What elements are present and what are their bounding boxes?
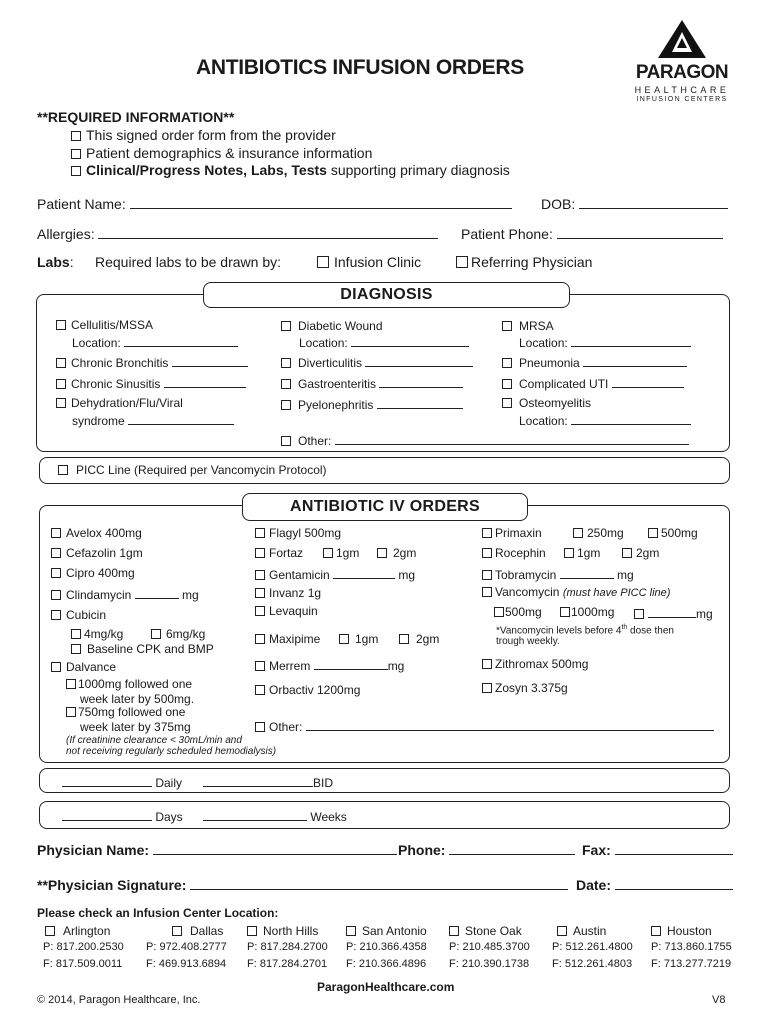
dalvance-750-text: week later by 375mg bbox=[80, 720, 191, 734]
patient-name-field[interactable]: Patient Name: bbox=[37, 196, 512, 212]
center-phone: P: 210.485.3700 bbox=[449, 941, 530, 953]
checkbox[interactable] bbox=[557, 926, 567, 936]
checkbox[interactable] bbox=[45, 926, 55, 936]
checkbox[interactable] bbox=[482, 570, 492, 580]
dalvance-note-1: (If creatinine clearance < 30mL/min and bbox=[66, 735, 242, 746]
checkbox[interactable] bbox=[648, 528, 658, 538]
order-gentamicin[interactable]: Gentamicin mg bbox=[255, 566, 415, 582]
diverticulitis-line[interactable] bbox=[365, 354, 473, 367]
order-levaquin[interactable]: Levaquin bbox=[255, 604, 318, 618]
patient-phone-line[interactable] bbox=[557, 226, 723, 239]
checkbox[interactable] bbox=[56, 398, 66, 408]
center-fax: F: 210.366.4896 bbox=[346, 958, 427, 970]
location-line[interactable] bbox=[124, 334, 238, 347]
labs-label: Labs: bbox=[37, 254, 74, 270]
diagnosis-heading: DIAGNOSIS bbox=[203, 282, 570, 308]
order-orbactiv[interactable]: Orbactiv 1200mg bbox=[255, 683, 360, 697]
dx-bronchitis[interactable]: Chronic Bronchitis bbox=[56, 354, 248, 370]
checkbox[interactable] bbox=[255, 661, 265, 671]
checkbox[interactable] bbox=[456, 256, 468, 268]
center-fax: F: 817.284.2701 bbox=[247, 958, 328, 970]
bid-field[interactable]: BID bbox=[203, 774, 333, 790]
centers-heading: Please check an Infusion Center Location: bbox=[37, 906, 279, 920]
checkbox[interactable] bbox=[281, 321, 291, 331]
checkbox[interactable] bbox=[482, 587, 492, 597]
dx-cellulitis[interactable]: Cellulitis/MSSA bbox=[56, 318, 153, 332]
checkbox[interactable] bbox=[51, 590, 61, 600]
dehydration-line[interactable] bbox=[128, 412, 234, 425]
gastro-line[interactable] bbox=[379, 375, 463, 388]
checkbox[interactable] bbox=[634, 609, 644, 619]
checkbox[interactable] bbox=[51, 568, 61, 578]
center-fax: F: 512.261.4803 bbox=[552, 958, 633, 970]
weeks-line[interactable] bbox=[203, 808, 307, 821]
center-option[interactable]: San Antonio bbox=[346, 924, 427, 938]
order-zosyn[interactable]: Zosyn 3.375g bbox=[482, 681, 568, 695]
dalvance-note-2: not receiving regularly scheduled hemodialysis) bbox=[66, 746, 277, 757]
dob-line[interactable] bbox=[579, 196, 728, 209]
logo-sub1: HEALTHCARE bbox=[634, 85, 730, 95]
checkbox[interactable] bbox=[56, 320, 66, 330]
checkbox[interactable] bbox=[247, 926, 257, 936]
clindamycin-line[interactable] bbox=[135, 586, 179, 599]
center-option[interactable]: Dallas bbox=[172, 924, 223, 938]
center-phone: P: 817.200.2530 bbox=[43, 941, 124, 953]
checkbox[interactable] bbox=[255, 570, 265, 580]
order-other[interactable]: Other: bbox=[255, 718, 714, 734]
checkbox[interactable] bbox=[56, 379, 66, 389]
order-vanc-1000[interactable]: 1000mg bbox=[560, 605, 614, 619]
physician-fax-line[interactable] bbox=[615, 842, 733, 855]
dalvance-1000-text: week later by 500mg. bbox=[80, 692, 195, 706]
order-rocephin[interactable]: Rocephin bbox=[482, 546, 546, 560]
checkbox[interactable] bbox=[58, 465, 68, 475]
center-phone: P: 713.860.1755 bbox=[651, 941, 732, 953]
location-line[interactable] bbox=[571, 412, 691, 425]
pyelo-line[interactable] bbox=[377, 396, 463, 409]
checkbox[interactable] bbox=[255, 685, 265, 695]
signature-line[interactable] bbox=[190, 877, 568, 890]
checkbox[interactable] bbox=[255, 722, 265, 732]
dx-pneumonia[interactable]: Pneumonia bbox=[502, 354, 687, 370]
center-fax: F: 817.509.0011 bbox=[43, 958, 123, 970]
order-cefazolin[interactable]: Cefazolin 1gm bbox=[51, 546, 143, 560]
center-fax: F: 469.913.6894 bbox=[146, 958, 227, 970]
checkbox[interactable] bbox=[281, 400, 291, 410]
dx-other[interactable]: Other: bbox=[281, 432, 689, 448]
dx-uti[interactable]: Complicated UTI bbox=[502, 375, 684, 391]
dx-osteo-location[interactable]: Location: bbox=[519, 412, 691, 428]
allergies-line[interactable] bbox=[98, 226, 438, 239]
checkbox[interactable] bbox=[71, 644, 81, 654]
checkbox[interactable] bbox=[51, 662, 61, 672]
checkbox[interactable] bbox=[449, 926, 459, 936]
order-cubicin[interactable]: Cubicin bbox=[51, 608, 106, 622]
center-phone: P: 972.408.2777 bbox=[146, 941, 227, 953]
required-heading: **REQUIRED INFORMATION** bbox=[37, 109, 235, 125]
picc-line-option[interactable]: PICC Line (Required per Vancomycin Protocol) bbox=[58, 463, 327, 477]
center-option[interactable]: Houston bbox=[651, 924, 712, 938]
dx-mrsa[interactable]: MRSA bbox=[502, 319, 554, 333]
dx-diabetic-location[interactable]: Location: bbox=[299, 334, 469, 350]
checkbox[interactable] bbox=[560, 607, 570, 617]
order-cubicin-6[interactable]: 6mg/kg bbox=[151, 627, 205, 641]
order-cubicin-4[interactable]: 4mg/kg bbox=[71, 627, 123, 641]
website: ParagonHealthcare.com bbox=[317, 980, 455, 994]
checkbox[interactable] bbox=[323, 548, 333, 558]
checkbox[interactable] bbox=[71, 149, 81, 159]
order-fortaz-2gm[interactable]: 2gm bbox=[377, 546, 416, 560]
checkbox[interactable] bbox=[482, 659, 492, 669]
required-item-3[interactable]: Clinical/Progress Notes, Labs, Tests supporting primary diagnosis bbox=[71, 162, 510, 178]
vanc-custom-line[interactable] bbox=[648, 605, 696, 618]
checkbox[interactable] bbox=[71, 131, 81, 141]
checkbox[interactable] bbox=[255, 634, 265, 644]
center-option[interactable]: Arlington bbox=[45, 924, 110, 938]
dx-pyelo[interactable]: Pyelonephritis bbox=[281, 396, 463, 412]
order-rocephin-1gm[interactable]: 1gm bbox=[564, 546, 600, 560]
checkbox[interactable] bbox=[482, 548, 492, 558]
checkbox[interactable] bbox=[51, 548, 61, 558]
bid-line[interactable] bbox=[203, 774, 313, 787]
pneumonia-line[interactable] bbox=[583, 354, 687, 367]
vanc-levels-note: *Vancomycin levels before 4th dose then bbox=[496, 624, 674, 637]
labs-text: Required labs to be drawn by: bbox=[95, 254, 281, 270]
daily-field[interactable]: Daily bbox=[62, 774, 182, 790]
checkbox[interactable] bbox=[482, 683, 492, 693]
date-line[interactable] bbox=[615, 877, 733, 890]
center-option[interactable]: Stone Oak bbox=[449, 924, 522, 938]
vanc-levels-note-2: trough weekly. bbox=[496, 636, 560, 647]
gentamicin-line[interactable] bbox=[333, 566, 395, 579]
other-line[interactable] bbox=[335, 432, 689, 445]
checkbox[interactable] bbox=[255, 588, 265, 598]
order-maxipime[interactable]: Maxipime bbox=[255, 632, 320, 646]
allergies-field[interactable]: Allergies: bbox=[37, 226, 438, 242]
orders-heading: ANTIBIOTIC IV ORDERS bbox=[242, 493, 528, 521]
dx-cellulitis-location[interactable]: Location: bbox=[72, 334, 238, 350]
checkbox[interactable] bbox=[51, 610, 61, 620]
physician-name-field[interactable]: Physician Name: bbox=[37, 842, 397, 858]
date-field[interactable]: Date: bbox=[576, 877, 733, 893]
physician-phone-line[interactable] bbox=[449, 842, 575, 855]
checkbox[interactable] bbox=[281, 436, 291, 446]
checkbox[interactable] bbox=[339, 634, 349, 644]
labs-infusion-clinic[interactable]: Infusion Clinic bbox=[317, 254, 421, 270]
checkbox[interactable] bbox=[71, 166, 81, 176]
uti-line[interactable] bbox=[612, 375, 684, 388]
checkbox[interactable] bbox=[172, 926, 182, 936]
center-fax: F: 713.277.7219 bbox=[651, 958, 732, 970]
checkbox[interactable] bbox=[502, 398, 512, 408]
checkbox[interactable] bbox=[66, 707, 76, 717]
order-primaxin-500[interactable]: 500mg bbox=[648, 526, 698, 540]
checkbox[interactable] bbox=[317, 256, 329, 268]
patient-name-line[interactable] bbox=[130, 196, 512, 209]
checkbox[interactable] bbox=[281, 358, 291, 368]
order-rocephin-2gm[interactable]: 2gm bbox=[622, 546, 659, 560]
order-maxipime-1gm[interactable]: 1gm bbox=[339, 632, 378, 646]
dx-sinusitis[interactable]: Chronic Sinusitis bbox=[56, 375, 246, 391]
physician-phone-field[interactable]: Phone: bbox=[398, 842, 575, 858]
dx-mrsa-location[interactable]: Location: bbox=[519, 334, 691, 350]
center-phone: P: 512.261.4800 bbox=[552, 941, 633, 953]
order-avelox[interactable]: Avelox 400mg bbox=[51, 526, 142, 540]
days-line[interactable] bbox=[62, 808, 152, 821]
bronchitis-line[interactable] bbox=[172, 354, 248, 367]
dx-gastro[interactable]: Gastroenteritis bbox=[281, 375, 463, 391]
order-flagyl[interactable]: Flagyl 500mg bbox=[255, 526, 341, 540]
order-merrem[interactable]: Merrem mg bbox=[255, 657, 404, 673]
daily-line[interactable] bbox=[62, 774, 152, 787]
checkbox[interactable] bbox=[502, 321, 512, 331]
order-zithromax[interactable]: Zithromax 500mg bbox=[482, 657, 588, 671]
order-clindamycin[interactable]: Clindamycin mg bbox=[51, 586, 199, 602]
weeks-field[interactable]: Weeks bbox=[203, 808, 347, 824]
order-vanc-500[interactable]: 500mg bbox=[494, 605, 542, 619]
checkbox[interactable] bbox=[482, 528, 492, 538]
checkbox[interactable] bbox=[66, 679, 76, 689]
days-field[interactable]: Days bbox=[62, 808, 183, 824]
checkbox[interactable] bbox=[56, 358, 66, 368]
order-primaxin[interactable]: Primaxin bbox=[482, 526, 542, 540]
dx-diabetic[interactable]: Diabetic Wound bbox=[281, 319, 383, 333]
checkbox[interactable] bbox=[494, 607, 504, 617]
order-maxipime-2gm[interactable]: 2gm bbox=[399, 632, 439, 646]
order-invanz[interactable]: Invanz 1g bbox=[255, 586, 321, 600]
orders-other-line[interactable] bbox=[306, 718, 714, 731]
checkbox[interactable] bbox=[622, 548, 632, 558]
dx-dehydration[interactable]: Dehydration/Flu/Viral bbox=[56, 396, 183, 410]
checkbox[interactable] bbox=[255, 606, 265, 616]
logo-sub2: INFUSION CENTERS bbox=[636, 96, 728, 103]
checkbox[interactable] bbox=[255, 548, 265, 558]
checkbox[interactable] bbox=[281, 379, 291, 389]
required-item-1[interactable]: This signed order form from the provider bbox=[71, 127, 336, 143]
location-line[interactable] bbox=[351, 334, 469, 347]
labs-referring-physician[interactable]: Referring Physician bbox=[456, 254, 592, 270]
checkbox[interactable] bbox=[651, 926, 661, 936]
center-fax: F: 210.390.1738 bbox=[449, 958, 530, 970]
checkbox[interactable] bbox=[51, 528, 61, 538]
center-option[interactable]: North Hills bbox=[247, 924, 318, 938]
dob-field[interactable]: DOB: bbox=[541, 196, 728, 212]
checkbox[interactable] bbox=[564, 548, 574, 558]
checkbox[interactable] bbox=[71, 629, 81, 639]
order-primaxin-250[interactable]: 250mg bbox=[573, 526, 624, 540]
merrem-line[interactable] bbox=[314, 657, 388, 670]
order-dalvance-750[interactable]: 750mg followed one bbox=[66, 705, 185, 719]
copyright: © 2014, Paragon Healthcare, Inc. bbox=[37, 994, 201, 1006]
paragon-triangle-icon bbox=[630, 18, 734, 60]
center-phone: P: 817.284.2700 bbox=[247, 941, 328, 953]
physician-signature-field[interactable]: **Physician Signature: bbox=[37, 877, 568, 893]
dx-osteo[interactable]: Osteomyelitis bbox=[502, 396, 591, 410]
paragon-logo bbox=[630, 18, 734, 118]
order-vancomycin[interactable]: Vancomycin (must have PICC line) bbox=[482, 585, 670, 599]
checkbox[interactable] bbox=[151, 629, 161, 639]
checkbox[interactable] bbox=[377, 548, 387, 558]
dx-dehydration-2[interactable]: syndrome bbox=[72, 412, 234, 428]
logo-main: PARAGON bbox=[635, 62, 729, 83]
physician-fax-field[interactable]: Fax: bbox=[582, 842, 733, 858]
checkbox[interactable] bbox=[502, 358, 512, 368]
order-fortaz[interactable]: Fortaz bbox=[255, 546, 303, 560]
order-tobramycin[interactable]: Tobramycin mg bbox=[482, 566, 634, 582]
version: V8 bbox=[712, 994, 726, 1006]
tobramycin-line[interactable] bbox=[560, 566, 614, 579]
order-dalvance[interactable]: Dalvance bbox=[51, 660, 116, 674]
required-item-2[interactable]: Patient demographics & insurance information bbox=[71, 145, 372, 161]
sinusitis-line[interactable] bbox=[164, 375, 246, 388]
order-vanc-custom[interactable]: mg bbox=[634, 605, 713, 621]
physician-name-line[interactable] bbox=[153, 842, 397, 855]
checkbox[interactable] bbox=[573, 528, 583, 538]
dx-diverticulitis[interactable]: Diverticulitis bbox=[281, 354, 473, 370]
patient-phone-field[interactable]: Patient Phone: bbox=[461, 226, 723, 242]
order-cipro[interactable]: Cipro 400mg bbox=[51, 566, 135, 580]
checkbox[interactable] bbox=[502, 379, 512, 389]
checkbox[interactable] bbox=[399, 634, 409, 644]
page-title: ANTIBIOTICS INFUSION ORDERS bbox=[196, 56, 524, 79]
order-fortaz-1gm[interactable]: 1gm bbox=[323, 546, 359, 560]
center-phone: P: 210.366.4358 bbox=[346, 941, 427, 953]
location-line[interactable] bbox=[571, 334, 691, 347]
checkbox[interactable] bbox=[255, 528, 265, 538]
checkbox[interactable] bbox=[346, 926, 356, 936]
center-option[interactable]: Austin bbox=[557, 924, 606, 938]
order-cubicin-cpk[interactable]: Baseline CPK and BMP bbox=[71, 642, 214, 656]
order-dalvance-1000[interactable]: 1000mg followed one bbox=[66, 677, 192, 691]
